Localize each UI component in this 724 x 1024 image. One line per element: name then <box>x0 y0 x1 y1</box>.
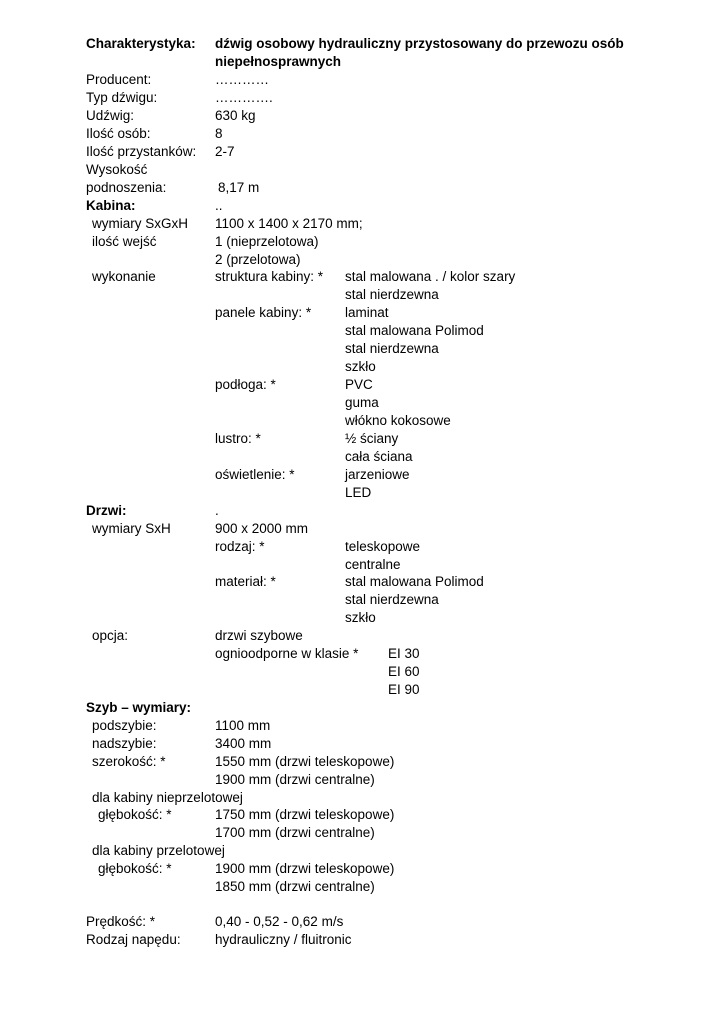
shaft-pit-label: podszybie: <box>92 718 157 733</box>
doors-type-option: teleskopowe <box>345 539 421 554</box>
doors-heading: Drzwi: <box>86 503 127 518</box>
doors-fire-class: EI 90 <box>388 682 420 697</box>
cabin-panels-label: panele kabiny: * <box>215 305 312 320</box>
capacity-label: Udźwig: <box>86 108 135 123</box>
doors-dimensions-label: wymiary SxH <box>92 521 171 536</box>
shaft-non-through-heading: dla kabiny nieprzelotowej <box>92 790 243 805</box>
doors-type-label: rodzaj: * <box>215 539 265 554</box>
shaft-pit-value: 1100 mm <box>215 718 271 733</box>
shaft-through-heading: dla kabiny przelotowej <box>92 843 225 858</box>
speed-label: Prędkość: * <box>86 914 156 929</box>
doors-fire-class: EI 60 <box>388 664 420 679</box>
shaft-headroom-value: 3400 mm <box>215 736 272 751</box>
cabin-mirror-label: lustro: * <box>215 431 261 446</box>
producer-value: ………… <box>215 72 269 87</box>
cabin-entrances-value: 1 (nieprzelotowa) <box>215 234 319 249</box>
cabin-lighting-option: jarzeniowe <box>345 467 410 482</box>
cabin-lighting-option: LED <box>345 485 372 500</box>
producer-label: Producent: <box>86 72 152 87</box>
cabin-structure-option: stal nierdzewna <box>345 287 439 302</box>
cabin-panels-option: laminat <box>345 305 389 320</box>
cabin-dimensions-value: 1100 x 1400 x 2170 mm; <box>215 216 363 231</box>
doors-dimensions-value: 900 x 2000 mm <box>215 521 309 536</box>
cabin-floor-option: PVC <box>345 377 373 392</box>
stops-label: Ilość przystanków: <box>86 144 197 159</box>
doors-fire-class: EI 30 <box>388 646 420 661</box>
cabin-lighting-label: oświetlenie: * <box>215 467 295 482</box>
persons-value: 8 <box>215 126 223 141</box>
lift-height-value: 8,17 m <box>218 180 260 195</box>
doors-type-option: centralne <box>345 557 401 572</box>
shaft-through-depth-value: 1900 mm (drzwi teleskopowe) <box>215 861 395 876</box>
doors-material-option: szkło <box>345 610 376 625</box>
speed-value: 0,40 - 0,52 - 0,62 m/s <box>215 914 344 929</box>
shaft-headroom-label: nadszybie: <box>92 736 157 751</box>
shaft-non-through-depth-value: 1700 mm (drzwi centralne) <box>215 825 375 840</box>
capacity-value: 630 kg <box>215 108 256 123</box>
doors-material-option: stal malowana Polimod <box>345 574 484 589</box>
shaft-through-depth-value: 1850 mm (drzwi centralne) <box>215 879 375 894</box>
doors-option-label: opcja: <box>92 628 129 643</box>
characteristic-label: Charakterystyka: <box>86 36 196 51</box>
doors-value: . <box>215 503 219 518</box>
cabin-floor-option: włókno kokosowe <box>345 413 451 428</box>
shaft-non-through-depth-label: głębokość: * <box>98 807 172 822</box>
cabin-structure-label: struktura kabiny: * <box>215 269 324 284</box>
shaft-width-value: 1900 mm (drzwi centralne) <box>215 772 375 787</box>
characteristic-value: dźwig osobowy hydrauliczny przystosowany do przewozu osób <box>215 36 624 51</box>
shaft-width-label: szerokość: * <box>92 754 166 769</box>
drive-value: hydrauliczny / fluitronic <box>215 932 352 947</box>
lift-type-label: Typ dźwigu: <box>86 90 158 105</box>
cabin-floor-label: podłoga: * <box>215 377 276 392</box>
stops-value: 2-7 <box>215 144 235 159</box>
shaft-non-through-depth-value: 1750 mm (drzwi teleskopowe) <box>215 807 395 822</box>
characteristic-value-cont: niepełnosprawnych <box>215 54 342 69</box>
cabin-finish-label: wykonanie <box>92 269 156 284</box>
cabin-entrances-value: 2 (przelotowa) <box>215 252 301 267</box>
cabin-panels-option: szkło <box>345 359 376 374</box>
cabin-heading: Kabina: <box>86 198 136 213</box>
doors-fire-label: ognioodporne w klasie * <box>215 646 359 661</box>
lift-height-label-cont: podnoszenia: <box>86 180 167 195</box>
cabin-value: .. <box>215 198 223 213</box>
shaft-through-depth-label: głębokość: * <box>98 861 172 876</box>
shaft-width-value: 1550 mm (drzwi teleskopowe) <box>215 754 395 769</box>
cabin-entrances-label: ilość wejść <box>92 234 157 249</box>
doors-material-option: stal nierdzewna <box>345 592 439 607</box>
cabin-dimensions-label: wymiary SxGxH <box>92 216 189 231</box>
lift-height-label: Wysokość <box>86 162 148 177</box>
cabin-mirror-option: cała ściana <box>345 449 413 464</box>
cabin-floor-option: guma <box>345 395 379 410</box>
cabin-panels-option: stal nierdzewna <box>345 341 439 356</box>
lift-type-value: …………. <box>215 90 273 105</box>
cabin-structure-option: stal malowana . / kolor szary <box>345 269 516 284</box>
drive-label: Rodzaj napędu: <box>86 932 181 947</box>
cabin-mirror-option: ½ ściany <box>345 431 399 446</box>
shaft-heading: Szyb – wymiary: <box>86 700 192 715</box>
doors-material-label: materiał: * <box>215 574 276 589</box>
cabin-panels-option: stal malowana Polimod <box>345 323 484 338</box>
persons-label: Ilość osób: <box>86 126 151 141</box>
doors-option-value: drzwi szybowe <box>215 628 303 643</box>
